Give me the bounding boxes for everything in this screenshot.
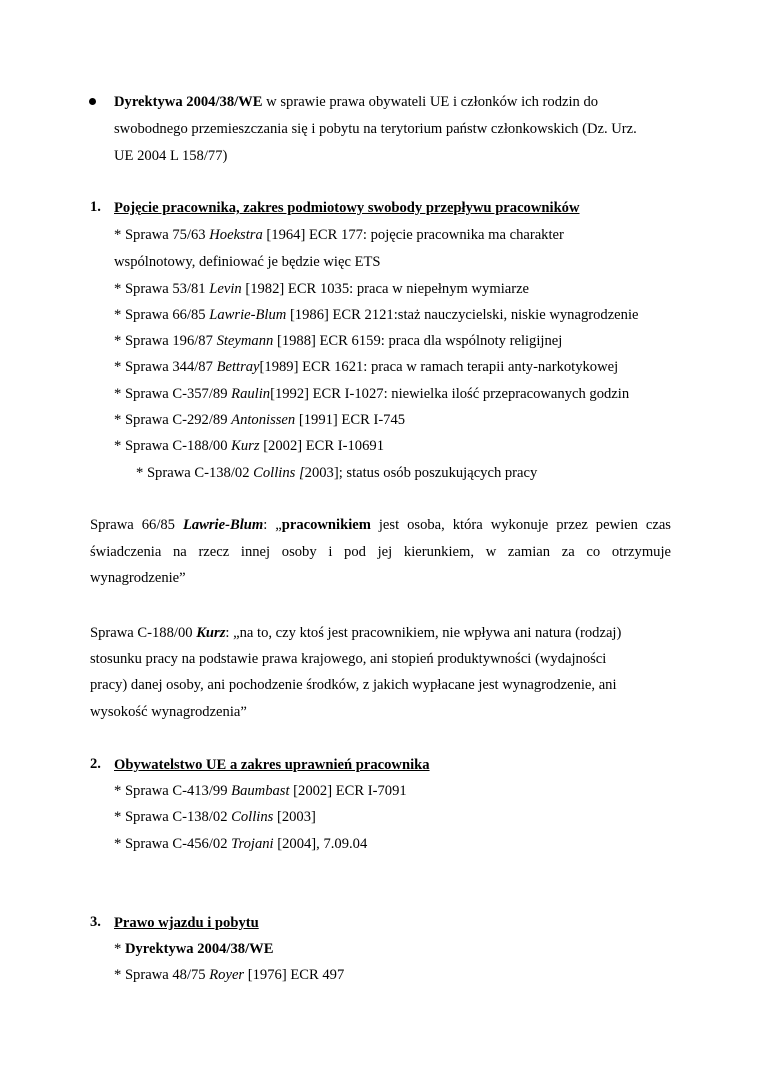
section-2-number: 2. bbox=[90, 756, 101, 772]
list-item: * Sprawa 53/81 Levin [1982] ECR 1035: praca w niepełnym wymiarze bbox=[114, 281, 530, 297]
section-3-number: 3. bbox=[90, 914, 101, 930]
section-2-heading: Obywatelstwo UE a zakres uprawnień pracownika bbox=[114, 757, 430, 773]
intro-line-1: Dyrektywa 2004/38/WE w sprawie prawa obywateli UE i członków ich rodzin do bbox=[114, 94, 599, 110]
list-item: * Dyrektywa 2004/38/WE bbox=[114, 941, 274, 957]
list-item: * Sprawa C-138/02 Collins [2003]; status osób poszukujących pracy bbox=[136, 465, 538, 481]
quote-2-line-2: stosunku pracy na podstawie prawa krajowego, ani stopień produktywności (wydajności bbox=[90, 651, 607, 667]
quote-1-line-3: wynagrodzenie” bbox=[90, 570, 186, 586]
quote-1-line-2: świadczenia na rzecz innej osoby i pod jej kierunkiem, w zamian za co otrzymuje bbox=[90, 544, 671, 560]
quote-1-line-1: Sprawa 66/85 Lawrie-Blum: „pracownikiem jest osoba, która wykonuje przez pewien czas bbox=[90, 517, 671, 533]
intro-line-3: UE 2004 L 158/77) bbox=[114, 148, 228, 164]
list-item: * Sprawa 75/63 Hoekstra [1964] ECR 177: pojęcie pracownika ma charakter bbox=[114, 227, 564, 243]
list-item: * Sprawa C-138/02 Collins [2003] bbox=[114, 809, 316, 825]
bullet-icon bbox=[89, 98, 96, 105]
quote-2-line-3: pracy) danej osoby, ani pochodzenie środków, z jakich wypłacane jest wynagrodzenie, ani bbox=[90, 677, 617, 693]
list-item: * Sprawa 66/85 Lawrie-Blum [1986] ECR 2121:staż nauczycielski, niskie wynagrodzenie bbox=[114, 307, 639, 323]
list-item: * Sprawa C-357/89 Raulin[1992] ECR I-1027: niewielka ilość przepracowanych godzin bbox=[114, 386, 630, 402]
list-item: * Sprawa 344/87 Bettray[1989] ECR 1621: praca w ramach terapii anty-narkotykowej bbox=[114, 359, 619, 375]
section-3-heading: Prawo wjazdu i pobytu bbox=[114, 915, 259, 931]
section-1-number: 1. bbox=[90, 199, 101, 215]
quote-2-line-4: wysokość wynagrodzenia” bbox=[90, 704, 247, 720]
list-item: wspólnotowy, definiować je będzie więc ETS bbox=[114, 254, 381, 270]
list-item: * Sprawa 196/87 Steymann [1988] ECR 6159: praca dla wspólnoty religijnej bbox=[114, 333, 563, 349]
list-item: * Sprawa 48/75 Royer [1976] ECR 497 bbox=[114, 967, 345, 983]
list-item: * Sprawa C-188/00 Kurz [2002] ECR I-10691 bbox=[114, 438, 384, 454]
list-item: * Sprawa C-292/89 Antonissen [1991] ECR I-745 bbox=[114, 412, 406, 428]
quote-2-line-1: Sprawa C-188/00 Kurz: „na to, czy ktoś jest pracownikiem, nie wpływa ani natura (rodzaj) bbox=[90, 625, 622, 641]
list-item: * Sprawa C-413/99 Baumbast [2002] ECR I-7091 bbox=[114, 783, 407, 799]
intro-line-2: swobodnego przemieszczania się i pobytu na terytorium państw członkowskich (Dz. Urz. bbox=[114, 121, 637, 137]
section-1-heading: Pojęcie pracownika, zakres podmiotowy swobody przepływu pracowników bbox=[114, 200, 580, 216]
list-item: * Sprawa C-456/02 Trojani [2004], 7.09.04 bbox=[114, 836, 368, 852]
